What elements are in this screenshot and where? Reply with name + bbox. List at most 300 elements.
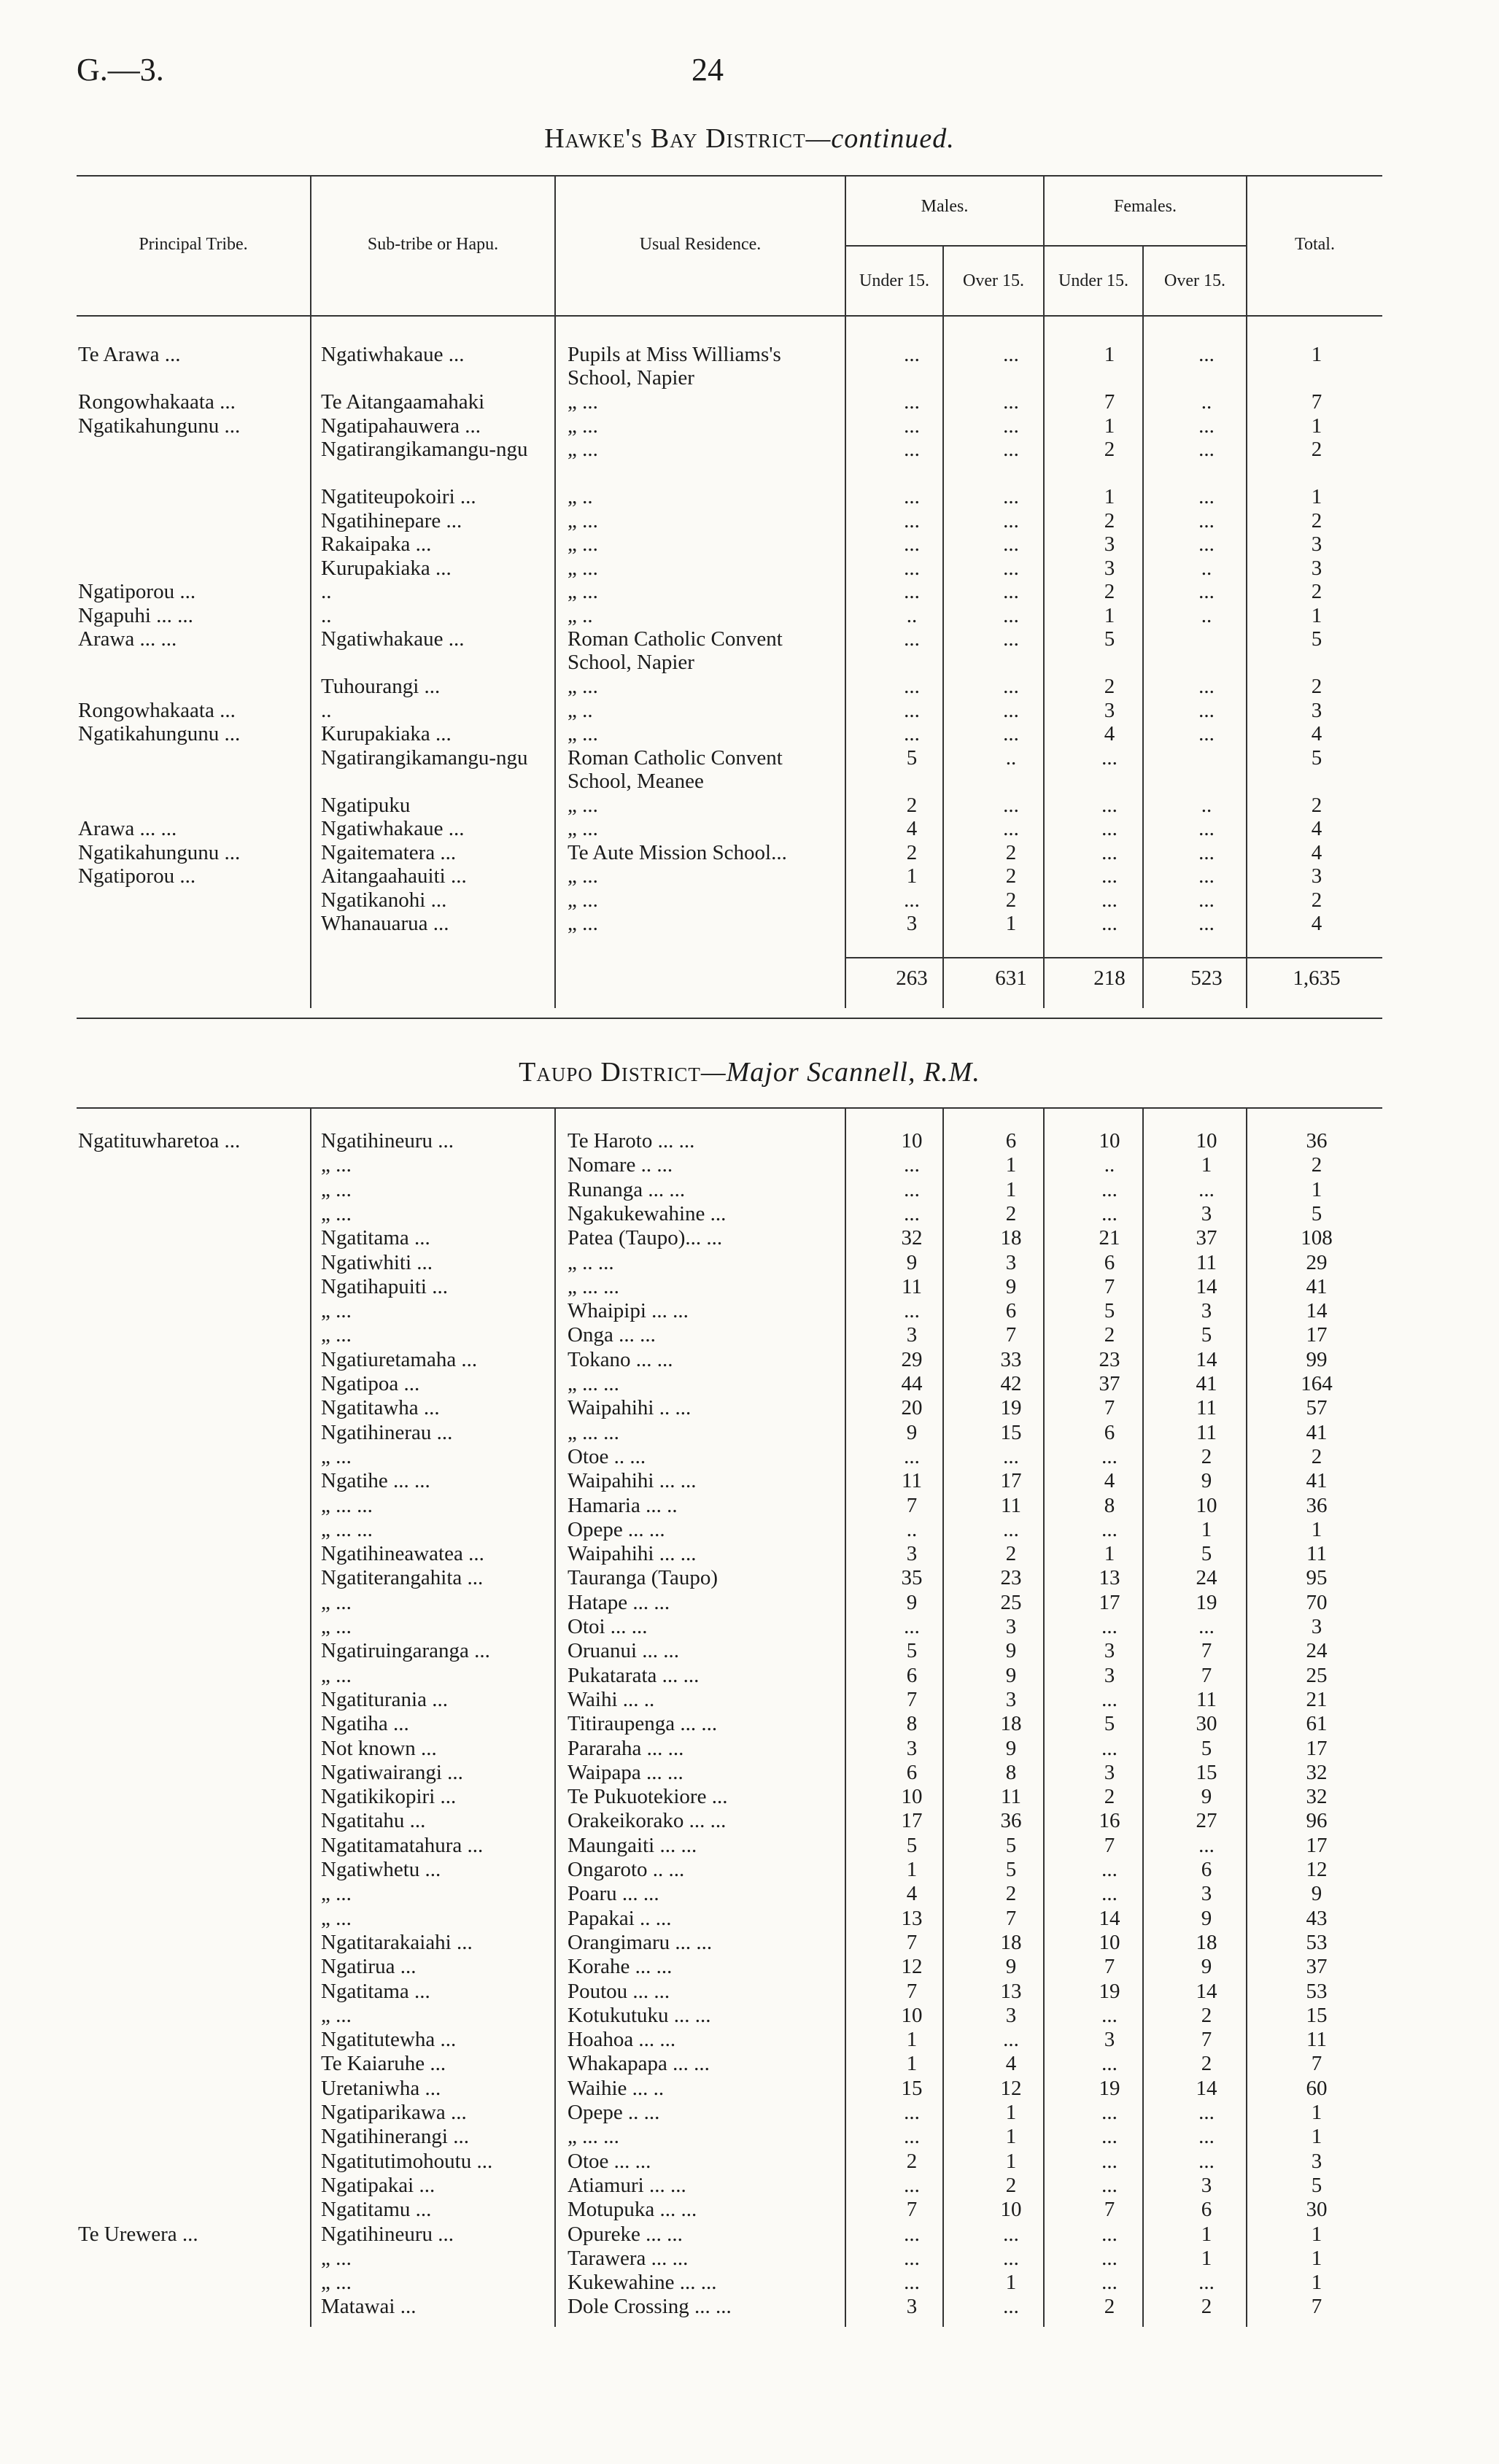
males-over-cell: ... — [1003, 603, 1019, 627]
females-under-cell: .. — [1104, 1153, 1115, 1177]
males-under-cell: 29 — [901, 1347, 923, 1371]
total-cell: 70 — [1306, 1590, 1328, 1614]
females-over-cell: 7 — [1201, 1663, 1212, 1687]
males-over-cell: 1 — [1005, 1153, 1017, 1177]
males-over-cell: ... — [1003, 2028, 1019, 2052]
header-sub-tribe: Sub-tribe or Hapu. — [367, 235, 499, 254]
residence-cell: Hamaria ... .. — [568, 1493, 678, 1517]
residence-cell: „ .. — [568, 698, 593, 722]
males-over-cell: ... — [1003, 698, 1019, 722]
sub-tribe-cell: „ ... — [321, 1299, 352, 1323]
residence-cell: Tauranga (Taupo) — [568, 1566, 718, 1590]
residence-cell: „ ... ... — [568, 1274, 619, 1298]
males-under-cell: 7 — [906, 1979, 918, 2003]
females-over-cell: 2 — [1201, 1444, 1212, 1468]
males-under-cell: ... — [904, 1299, 920, 1323]
females-under-cell: 37 — [1099, 1372, 1120, 1395]
sub-tribe-cell: Ngatihinerangi ... — [321, 2125, 469, 2149]
females-under-cell: ... — [1101, 840, 1118, 864]
total-cell: 60 — [1306, 2076, 1328, 2100]
males-under-cell: 7 — [906, 1930, 918, 1954]
females-over-cell: ... — [1198, 912, 1215, 935]
females-over-cell: 2 — [1201, 2052, 1212, 2076]
males-over-cell: 42 — [1000, 1372, 1022, 1395]
males-over-cell: ... — [1003, 390, 1019, 414]
males-under-cell: 35 — [901, 1566, 923, 1590]
residence-cell: Opepe .. ... — [568, 2101, 660, 2124]
sub-tribe-cell: Ngatiterangahita ... — [321, 1566, 484, 1590]
males-under-cell: 32 — [901, 1226, 923, 1250]
males-under-cell: 1 — [906, 2028, 918, 2052]
males-under-cell: ... — [904, 627, 920, 651]
residence-cell: Pukatarata ... ... — [568, 1663, 700, 1687]
residence-cell: Atiamuri ... ... — [568, 2173, 686, 2197]
total-cell: 29 — [1306, 1250, 1328, 1274]
residence-cell: Te Haroto ... ... — [568, 1129, 695, 1152]
total-cell: 1 — [1311, 2101, 1322, 2124]
sub-tribe-cell: Ngatihineuru ... — [321, 2222, 454, 2246]
residence-cell: Nomare .. ... — [568, 1153, 673, 1177]
sub-tribe-cell: Ngatirua ... — [321, 1955, 417, 1979]
residence-cell: Waihie ... .. — [568, 2076, 665, 2100]
principal-tribe-cell: Ngatiporou ... — [78, 864, 196, 888]
females-over-cell: 7 — [1201, 2028, 1212, 2052]
total-cell: 2 — [1311, 508, 1322, 532]
residence-cell: Poaru ... ... — [568, 1882, 659, 1906]
title-caps: Hawke's Bay District — [544, 123, 806, 154]
females-over-cell: 5 — [1201, 1736, 1212, 1760]
females-over-cell: 11 — [1196, 1250, 1217, 1274]
females-under-cell: ... — [1101, 2003, 1118, 2027]
females-over-cell: .. — [1201, 793, 1212, 817]
females-under-cell: 7 — [1104, 1396, 1115, 1420]
males-over-cell: ... — [1003, 343, 1019, 366]
males-under-cell: 3 — [906, 1542, 918, 1566]
total-grand: 1,635 — [1293, 966, 1341, 990]
males-under-cell: 2 — [906, 840, 918, 864]
total-cell: 4 — [1311, 840, 1322, 864]
females-over-cell: ... — [1198, 580, 1215, 603]
females-under-cell: 3 — [1104, 532, 1115, 556]
residence-cell: Waipahihi ... ... — [568, 1542, 697, 1566]
residence-cell: „ ... ... — [568, 2125, 619, 2149]
residence-cell: Pararaha ... ... — [568, 1736, 684, 1760]
females-under-cell: 1 — [1104, 485, 1115, 508]
total-cell: 61 — [1306, 1712, 1328, 1736]
males-under-cell: ... — [904, 2101, 920, 2124]
residence-cell: Oruanui ... ... — [568, 1639, 680, 1663]
residence-cell: Whakapapa ... ... — [568, 2052, 710, 2076]
males-under-cell: 3 — [906, 1736, 918, 1760]
header-males: Males. — [921, 197, 969, 216]
total-cell: 3 — [1311, 1615, 1322, 1638]
sub-tribe-cell: Ngatiwairangi ... — [321, 1760, 463, 1784]
males-under-cell: 8 — [906, 1712, 918, 1736]
females-over-cell: ... — [1198, 414, 1215, 438]
total-cell: 4 — [1311, 722, 1322, 745]
sub-tribe-cell: Ngatitamatahura ... — [321, 1833, 484, 1857]
total-cell: 1 — [1311, 2271, 1322, 2295]
residence-cell: „ ... ... — [568, 1420, 619, 1444]
header-males-over-15: Over 15. — [963, 271, 1024, 290]
total-cell: 99 — [1306, 1347, 1328, 1371]
females-over-cell: ... — [1198, 438, 1215, 461]
residence-cell: „ ... — [568, 532, 598, 556]
females-under-cell: 1 — [1104, 1542, 1115, 1566]
total-cell: 41 — [1306, 1274, 1328, 1298]
principal-tribe-cell: Arawa ... ... — [78, 627, 177, 651]
females-over-cell: 1 — [1201, 1517, 1212, 1541]
sub-tribe-cell: Ngatiparikawa ... — [321, 2101, 467, 2124]
principal-tribe-cell: Te Arawa ... — [78, 343, 181, 366]
females-under-cell: ... — [1101, 1687, 1118, 1711]
females-over-cell: 11 — [1196, 1420, 1217, 1444]
males-over-cell: ... — [1003, 2246, 1019, 2270]
males-over-cell: ... — [1003, 2222, 1019, 2246]
sub-tribe-cell: Ngatitahu ... — [321, 1809, 426, 1833]
females-under-cell: 2 — [1104, 2295, 1115, 2319]
males-over-cell: 18 — [1000, 1930, 1022, 1954]
residence-cell: Opepe ... ... — [568, 1517, 665, 1541]
males-over-cell: ... — [1003, 722, 1019, 745]
males-over-cell: 11 — [1001, 1785, 1021, 1809]
sub-tribe-cell: „ ... — [321, 1444, 352, 1468]
total-cell: 4 — [1311, 817, 1322, 840]
females-over-cell: 5 — [1201, 1323, 1212, 1347]
total-cell: 1 — [1311, 1177, 1322, 1201]
males-over-cell: ... — [1003, 1444, 1019, 1468]
total-cell: 9 — [1311, 1882, 1322, 1906]
principal-tribe-cell: Te Urewera ... — [78, 2222, 198, 2246]
total-cell: 2 — [1311, 1153, 1322, 1177]
males-under-cell: 5 — [906, 745, 918, 770]
total-cell: 1 — [1311, 414, 1322, 438]
males-over-cell: 7 — [1005, 1906, 1017, 1930]
header-total: Total. — [1295, 235, 1335, 254]
females-under-cell: 5 — [1104, 627, 1115, 651]
females-under-cell: ... — [1101, 2052, 1118, 2076]
females-under-cell: ... — [1101, 793, 1118, 817]
total-cell: 5 — [1311, 745, 1322, 770]
residence-cell: Maungaiti ... ... — [568, 1833, 697, 1857]
sub-tribe-cell: Ngatitarakaiahi ... — [321, 1930, 473, 1954]
males-under-cell: 11 — [902, 1274, 922, 1298]
females-over-cell: 5 — [1201, 1542, 1212, 1566]
total-cell: 3 — [1311, 864, 1322, 888]
males-over-cell: 9 — [1005, 1274, 1017, 1298]
section-end-rule — [77, 1018, 1382, 1019]
males-over-cell: ... — [1003, 793, 1019, 817]
sub-tribe-cell: Ngatirangikamangu-ngu — [321, 438, 528, 461]
females-over-cell: 1 — [1201, 2222, 1212, 2246]
residence-cell: Papakai .. ... — [568, 1906, 672, 1930]
sub-tribe-cell: „ ... — [321, 2246, 352, 2270]
total-cell: 53 — [1306, 1979, 1328, 2003]
females-under-cell: ... — [1101, 1882, 1118, 1906]
residence-cell: Waihi ... .. — [568, 1687, 655, 1711]
females-under-cell: 7 — [1104, 2198, 1115, 2222]
sub-tribe-cell: Kurupakiaka ... — [321, 556, 452, 580]
total-cell: 32 — [1306, 1760, 1328, 1784]
sub-tribe-cell: Tuhourangi ... — [321, 675, 441, 698]
males-over-cell: 5 — [1005, 1833, 1017, 1857]
sub-tribe-cell: Ngatitama ... — [321, 1979, 430, 2003]
sub-tribe-cell: Ngatiteupokoiri ... — [321, 485, 476, 508]
females-over-cell: 10 — [1196, 1129, 1217, 1152]
females-over-cell: ... — [1198, 840, 1215, 864]
males-under-cell: ... — [904, 2271, 920, 2295]
residence-cell: Roman Catholic Convent School, Meanee — [568, 745, 783, 793]
males-under-cell: 20 — [901, 1396, 923, 1420]
females-over-cell: ... — [1198, 675, 1215, 698]
total-cell: 1 — [1311, 2246, 1322, 2270]
sub-tribe-cell: Ngatipahauwera ... — [321, 414, 481, 438]
residence-cell: Roman Catholic Convent School, Napier — [568, 627, 783, 674]
sub-tribe-cell: „ ... — [321, 2271, 352, 2295]
females-over-cell: .. — [1201, 390, 1212, 414]
title-caps: Taupo District — [519, 1057, 701, 1088]
females-under-cell: 3 — [1104, 556, 1115, 580]
sub-tribe-cell: Ngatihinepare ... — [321, 508, 462, 532]
sub-tribe-cell: Ngatihinerau ... — [321, 1420, 453, 1444]
females-over-cell: ... — [1198, 343, 1215, 366]
females-over-cell: 19 — [1196, 1590, 1217, 1614]
males-over-cell: 2 — [1005, 1201, 1017, 1225]
females-under-cell: ... — [1101, 1858, 1118, 1881]
females-under-cell: 17 — [1099, 1590, 1120, 1614]
sub-tribe-cell: Ngatitutimohoutu ... — [321, 2149, 493, 2173]
sub-tribe-cell: Ngaitematera ... — [321, 840, 457, 864]
females-under-cell: ... — [1101, 817, 1118, 840]
total-cell: 5 — [1311, 2173, 1322, 2197]
total-cell: 1 — [1311, 485, 1322, 508]
residence-cell: „ .. — [568, 603, 593, 627]
males-over-cell: 3 — [1005, 1250, 1017, 1274]
total-cell: 15 — [1306, 2003, 1328, 2027]
females-over-cell: 3 — [1201, 2173, 1212, 2197]
males-under-cell: ... — [904, 1444, 920, 1468]
females-under-cell: 2 — [1104, 508, 1115, 532]
sub-tribe-cell: Ngatitamu ... — [321, 2198, 432, 2222]
females-over-cell: ... — [1198, 1833, 1215, 1857]
males-under-cell: ... — [904, 1201, 920, 1225]
residence-cell: „ .. — [568, 485, 593, 508]
total-cell: 43 — [1306, 1906, 1328, 1930]
females-under-cell: 3 — [1104, 698, 1115, 722]
females-over-cell: 2 — [1201, 2003, 1212, 2027]
sub-tribe-cell: .. — [321, 603, 332, 627]
males-over-cell: 1 — [1005, 1177, 1017, 1201]
females-over-cell: ... — [1198, 1615, 1215, 1638]
males-under-cell: ... — [904, 698, 920, 722]
total-cell: 14 — [1306, 1299, 1328, 1323]
males-under-cell: .. — [906, 1517, 918, 1541]
residence-cell: Dole Crossing ... ... — [568, 2295, 732, 2319]
females-under-cell: ... — [1101, 1201, 1118, 1225]
residence-cell: „ ... — [568, 390, 598, 414]
residence-cell: Poutou ... ... — [568, 1979, 670, 2003]
females-over-cell: 1 — [1201, 1153, 1212, 1177]
males-over-cell: ... — [1003, 556, 1019, 580]
females-over-cell: ... — [1198, 508, 1215, 532]
total-cell: 41 — [1306, 1420, 1328, 1444]
females-under-cell: ... — [1101, 2101, 1118, 2124]
males-over-cell: .. — [1005, 745, 1017, 770]
sub-tribe-cell: Whanauarua ... — [321, 912, 449, 935]
sub-tribe-cell: Ngatihe ... ... — [321, 1469, 430, 1493]
total-cell: 36 — [1306, 1493, 1328, 1517]
residence-cell: Te Pukuotekiore ... — [568, 1785, 728, 1809]
females-over-cell: 9 — [1201, 1469, 1212, 1493]
total-cell: 25 — [1306, 1663, 1328, 1687]
males-under-cell: 10 — [901, 1785, 923, 1809]
total-cell: 11 — [1306, 2028, 1327, 2052]
females-under-cell: 8 — [1104, 1493, 1115, 1517]
sub-tribe-cell: „ ... — [321, 2003, 352, 2027]
females-under-cell: ... — [1101, 1517, 1118, 1541]
residence-cell: Kukewahine ... ... — [568, 2271, 717, 2295]
total-males-over: 631 — [995, 966, 1027, 990]
residence-cell: „ ... — [568, 580, 598, 603]
total-cell: 2 — [1311, 888, 1322, 912]
females-over-cell: ... — [1198, 817, 1215, 840]
sub-tribe-cell: „ ... — [321, 1177, 352, 1201]
males-under-cell: 2 — [906, 793, 918, 817]
residence-cell: Otoe ... ... — [568, 2149, 651, 2173]
sub-tribe-cell: Ngatiwhakaue ... — [321, 627, 465, 651]
total-cell: 5 — [1311, 1201, 1322, 1225]
sub-tribe-cell: Ngatitawha ... — [321, 1396, 440, 1420]
sub-tribe-cell: Ngatiha ... — [321, 1712, 409, 1736]
males-over-cell: 3 — [1005, 1615, 1017, 1638]
females-over-cell: 2 — [1201, 2295, 1212, 2319]
males-under-cell: 3 — [906, 2295, 918, 2319]
males-over-cell: 12 — [1000, 2076, 1022, 2100]
males-under-cell: ... — [904, 675, 920, 698]
males-under-cell: 7 — [906, 2198, 918, 2222]
females-under-cell: 3 — [1104, 1760, 1115, 1784]
males-over-cell: 15 — [1000, 1420, 1022, 1444]
males-under-cell: ... — [904, 343, 920, 366]
header-females: Females. — [1114, 197, 1177, 216]
males-under-cell: ... — [904, 2173, 920, 2197]
females-under-cell: ... — [1101, 2173, 1118, 2197]
males-under-cell: 13 — [901, 1906, 923, 1930]
residence-cell: Tarawera ... ... — [568, 2246, 689, 2270]
total-cell: 3 — [1311, 698, 1322, 722]
residence-cell: Patea (Taupo)... ... — [568, 1226, 723, 1250]
residence-cell: Orakeikorako ... ... — [568, 1809, 727, 1833]
females-over-cell: 14 — [1196, 1979, 1217, 2003]
males-over-cell: ... — [1003, 580, 1019, 603]
males-over-cell: 1 — [1005, 2149, 1017, 2173]
females-under-cell: 16 — [1099, 1809, 1120, 1833]
sub-tribe-cell: Ngatipuku — [321, 793, 411, 817]
residence-cell: „ ... — [568, 722, 598, 745]
sub-tribe-cell: Ngatihapuiti ... — [321, 1274, 448, 1298]
residence-cell: Waipahihi ... ... — [568, 1469, 697, 1493]
total-cell: 30 — [1306, 2198, 1328, 2222]
males-over-cell: 17 — [1000, 1469, 1022, 1493]
females-under-cell: ... — [1101, 888, 1118, 912]
females-over-cell: 9 — [1201, 1785, 1212, 1809]
females-under-cell: 10 — [1099, 1930, 1120, 1954]
residence-cell: Motupuka ... ... — [568, 2198, 697, 2222]
females-over-cell: 14 — [1196, 1347, 1217, 1371]
residence-cell: „ ... ... — [568, 1372, 619, 1395]
females-under-cell: 4 — [1104, 1469, 1115, 1493]
males-under-cell: 7 — [906, 1493, 918, 1517]
males-under-cell: 44 — [901, 1372, 923, 1395]
males-over-cell: ... — [1003, 508, 1019, 532]
males-under-cell: 17 — [901, 1809, 923, 1833]
males-over-cell: 7 — [1005, 1323, 1017, 1347]
females-over-cell: 1 — [1201, 2246, 1212, 2270]
residence-cell: „ .. ... — [568, 1250, 614, 1274]
males-under-cell: 7 — [906, 1687, 918, 1711]
females-over-cell: 11 — [1196, 1396, 1217, 1420]
males-under-cell: 6 — [906, 1760, 918, 1784]
total-cell: 7 — [1311, 2052, 1322, 2076]
residence-cell: Otoi ... ... — [568, 1615, 648, 1638]
males-over-cell: 9 — [1005, 1663, 1017, 1687]
males-under-cell: 6 — [906, 1663, 918, 1687]
males-under-cell: ... — [904, 888, 920, 912]
males-under-cell: ... — [904, 2125, 920, 2149]
sub-tribe-cell: Ngatikikopiri ... — [321, 1785, 457, 1809]
residence-cell: „ ... — [568, 508, 598, 532]
females-over-cell: .. — [1201, 603, 1212, 627]
residence-cell: „ ... — [568, 675, 598, 698]
total-cell: 4 — [1311, 912, 1322, 935]
males-over-cell: 10 — [1000, 2198, 1022, 2222]
females-over-cell: 24 — [1196, 1566, 1217, 1590]
males-over-cell: ... — [1003, 485, 1019, 508]
sub-tribe-cell: Rakaipaka ... — [321, 532, 432, 556]
residence-cell: Te Aute Mission School... — [568, 840, 787, 864]
header-females-under-15: Under 15. — [1058, 271, 1128, 290]
header-principal-tribe: Principal Tribe. — [139, 235, 248, 254]
total-cell: 41 — [1306, 1469, 1328, 1493]
males-over-cell: 3 — [1005, 2003, 1017, 2027]
males-over-cell: 1 — [1005, 2271, 1017, 2295]
total-cell: 3 — [1311, 2149, 1322, 2173]
males-under-cell: 10 — [901, 1129, 923, 1152]
residence-cell: Hoahoa ... ... — [568, 2028, 676, 2052]
females-under-cell: 14 — [1099, 1906, 1120, 1930]
males-under-cell: 1 — [906, 2052, 918, 2076]
residence-cell: „ ... — [568, 888, 598, 912]
males-over-cell: 2 — [1005, 864, 1017, 888]
residence-cell: Waipahihi .. ... — [568, 1396, 692, 1420]
males-over-cell: 18 — [1000, 1712, 1022, 1736]
sub-tribe-cell: Uretaniwha ... — [321, 2076, 441, 2100]
page-code: G.—3. — [77, 52, 164, 88]
total-cell: 2 — [1311, 438, 1322, 461]
females-under-cell: ... — [1101, 912, 1118, 935]
males-over-cell: 6 — [1005, 1129, 1017, 1152]
females-over-cell: .. — [1201, 556, 1212, 580]
males-under-cell: ... — [904, 580, 920, 603]
females-over-cell: ... — [1198, 485, 1215, 508]
section-title-taupo — [0, 1056, 1499, 1088]
sub-tribe-cell: „ ... — [321, 1906, 352, 1930]
principal-tribe-cell: Ngapuhi ... ... — [78, 603, 193, 627]
females-under-cell: 5 — [1104, 1712, 1115, 1736]
males-under-cell: 15 — [901, 2076, 923, 2100]
males-over-cell: 2 — [1005, 1542, 1017, 1566]
total-cell: 2 — [1311, 675, 1322, 698]
